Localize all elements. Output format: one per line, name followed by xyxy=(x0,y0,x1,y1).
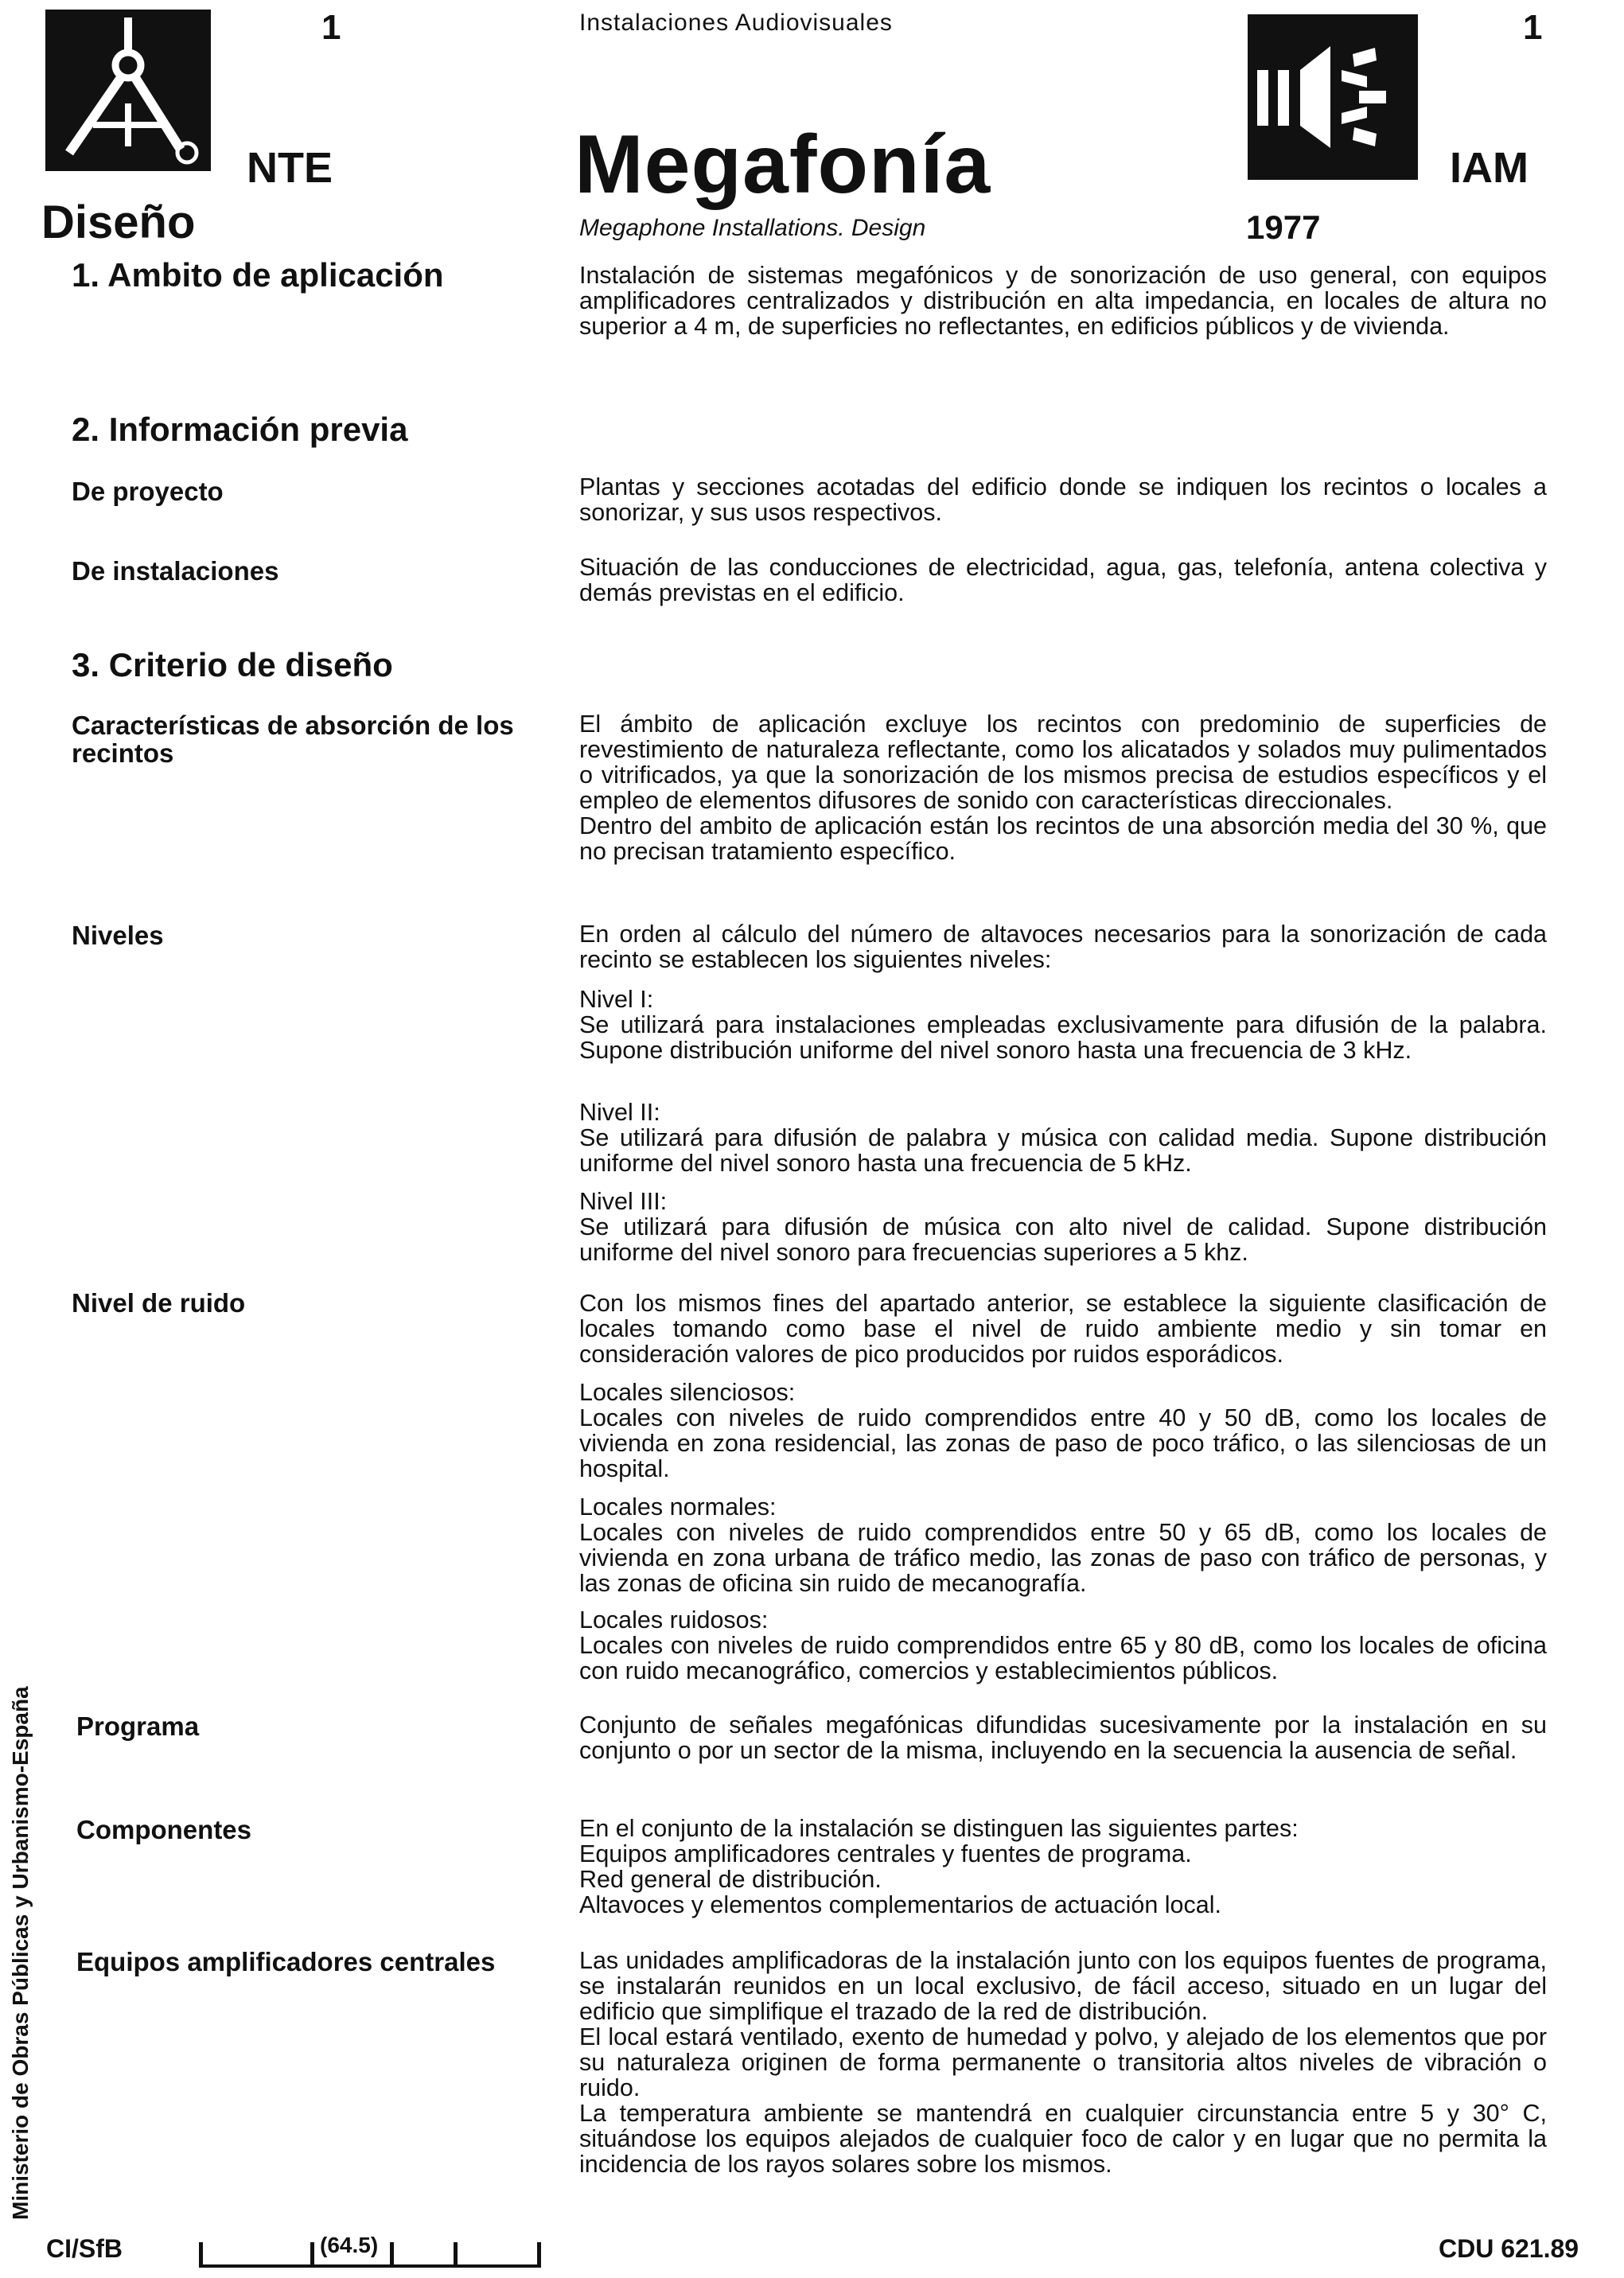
silenciosos-text: Locales con niveles de ruido comprendidos entre 40 y 50 dB, como los locales de vivienda en zona residencial, las zonas de paso de poco tráfico, o las silenciosas de un hospital. xyxy=(579,1404,1547,1482)
componentes-line-4: Altavoces y elementos complementarios de actuación local. xyxy=(579,1891,1221,1918)
programa-text: Conjunto de señales megafónicas difundidas sucesivamente por la instalación en su conjunto o por un sector de la misma, incluyendo en la secuencia la ausencia de señal. xyxy=(579,1711,1547,1764)
silenciosos-title: Locales silenciosos: xyxy=(579,1379,796,1406)
year: 1977 xyxy=(1246,208,1321,246)
niveles-label: Niveles xyxy=(72,921,164,950)
componentes-line-2: Equipos amplificadores centrales y fuentes de programa. xyxy=(579,1840,1192,1867)
cisfb-bracket xyxy=(199,2233,541,2269)
ministry-sidebar: Ministerio de Obras Públicas y Urbanismo-España xyxy=(8,1686,33,2220)
supra-title: Instalaciones Audiovisuales xyxy=(579,10,893,36)
absorcion-p1: El ámbito de aplicación excluye los recintos con predominio de superficies de revestimiento de naturaleza reflectante, como los alicatados y solados muy pulimentados o vitrificados, ya que la sonorización de los mismos precisa de estudios específicos y el empleo de elementos difusores de sonido con características direccionales. xyxy=(579,711,1547,814)
diseno-label: Diseño xyxy=(41,197,196,248)
section-1-text: Instalación de sistemas megafónicos y de sonorización de uso general, con equipos amplificadores centralizados y distribución en alta impedancia, en locales de altura no superior a 4 m, de superficies no reflectantes, en edificios públicos y de vivienda. xyxy=(579,262,1547,340)
equipos-p3: La temperatura ambiente se mantendrá en cualquier circunstancia entre 5 y 30° C, situándose los equipos alejados de cualquier foco de calor y en lugar que no permita la incidencia de los rayos solares sobre los mismos. xyxy=(579,2100,1547,2178)
speaker-icon xyxy=(1248,14,1418,180)
normales-text: Locales con niveles de ruido comprendidos entre 50 y 65 dB, como los locales de vivienda en zona urbana de tráfico medio, las zonas de paso con tráfico de personas, y las zonas de oficina sin ruido de mecanografía. xyxy=(579,1519,1547,1597)
equipos-p2: El local estará ventilado, exento de humedad y polvo, y alejado de los elementos que por su naturaleza originen de forma permanente o transitoria altos niveles de vibración o ruido. xyxy=(579,2023,1547,2101)
page-title: Megafonía xyxy=(574,119,991,211)
iam-code: IAM xyxy=(1450,144,1529,192)
cdu-code: CDU 621.89 xyxy=(1439,2234,1579,2263)
cisfb-code: (64.5) xyxy=(320,2233,379,2257)
nivel-1-title: Nivel I: xyxy=(579,986,654,1013)
ruidosos-title: Locales ruidosos: xyxy=(579,1606,769,1634)
absorcion-text xyxy=(579,711,1547,864)
compass-icon xyxy=(45,10,211,171)
instalaciones-text: Situación de las conducciones de electricidad, agua, gas, telefonía, antena colectiva y demás previstas en el edificio. xyxy=(579,554,1547,606)
locales-silenciosos xyxy=(579,1380,1547,1482)
normales-title: Locales normales: xyxy=(579,1493,777,1521)
nivel-2 xyxy=(579,1100,1547,1176)
ruido-label: Nivel de ruido xyxy=(72,1288,246,1318)
nivel-1 xyxy=(579,987,1547,1063)
ruidosos-text: Locales con niveles de ruido comprendidos entre 65 y 80 dB, como los locales de oficina con ruido mecanográfico, comercios y establecimientos públicos. xyxy=(579,1632,1547,1684)
locales-normales xyxy=(579,1494,1547,1596)
absorcion-label: Características de absorción de los recintos xyxy=(72,711,514,768)
bracket-tick-2 xyxy=(310,2242,314,2266)
equipos-text xyxy=(579,1948,1547,2177)
nivel-3-title: Nivel III: xyxy=(579,1188,668,1215)
ruido-intro: Con los mismos fines del apartado anterior, se establece la siguiente clasificación de locales tomando como base el nivel de ruido ambiente medio y sin tomar en consideración valores de pico producidos por ruidos esporádicos. xyxy=(579,1290,1547,1368)
componentes-label: Componentes xyxy=(76,1815,252,1844)
absorcion-p2: Dentro del ambito de aplicación están los recintos de una absorción media del 30 %, que no precisan tratamiento específico. xyxy=(579,812,1547,865)
bracket-tick-5 xyxy=(537,2242,541,2266)
nivel-1-text: Se utilizará para instalaciones empleadas exclusivamente para difusión de la palabra. Supone distribución uniforme del nivel sonoro hasta una frecuencia de 3 kHz. xyxy=(579,1011,1547,1064)
programa-label: Programa xyxy=(76,1711,200,1741)
nivel-2-title: Nivel II: xyxy=(579,1099,660,1126)
cisfb-label: CI/SfB xyxy=(46,2234,123,2263)
section-3-heading: 3. Criterio de diseño xyxy=(72,646,393,683)
section-2-heading: 2. Información previa xyxy=(72,411,408,448)
page-number-left: 1 xyxy=(321,8,341,47)
componentes-list xyxy=(579,1816,1547,1918)
proyecto-text: Plantas y secciones acotadas del edificio donde se indiquen los recintos o locales a sonorizar, y sus usos respectivos. xyxy=(579,473,1547,526)
bracket-tick-4 xyxy=(454,2242,458,2266)
componentes-line-3: Red general de distribución. xyxy=(579,1866,882,1893)
nivel-2-text: Se utilizará para difusión de palabra y música con calidad media. Supone distribución uniforme del nivel sonoro hasta una frecuencia de 5 kHz. xyxy=(579,1124,1547,1177)
locales-ruidosos xyxy=(579,1607,1547,1684)
nivel-3-text: Se utilizará para difusión de música con alto nivel de calidad. Supone distribución uniforme del nivel sonoro para frecuencias superiores a 5 khz. xyxy=(579,1213,1547,1266)
proyecto-label: De proyecto xyxy=(72,477,224,506)
section-1-heading: 1. Ambito de aplicación xyxy=(72,256,444,294)
equipos-p1: Las unidades amplificadoras de la instalación junto con los equipos fuentes de programa, se instalarán reunidos en un local exclusivo, de fácil acceso, situado en un lugar del edificio que simplifique el trazado de la red de distribución. xyxy=(579,1947,1547,2025)
niveles-intro: En orden al cálculo del número de altavoces necesarios para la sonorización de cada recinto se establecen los siguientes niveles: xyxy=(579,921,1547,973)
subtitle: Megaphone Installations. Design xyxy=(579,215,926,241)
bracket-tick-3 xyxy=(390,2242,394,2266)
bracket-tick-1 xyxy=(199,2242,203,2266)
iam-logo xyxy=(1248,14,1418,180)
equipos-label: Equipos amplificadores centrales xyxy=(76,1947,496,1976)
nivel-3 xyxy=(579,1189,1547,1265)
nte-logo xyxy=(45,10,211,171)
instalaciones-label: De instalaciones xyxy=(72,556,279,586)
nte-label: NTE xyxy=(247,144,333,192)
page-number-right: 1 xyxy=(1523,8,1543,47)
componentes-line-1: En el conjunto de la instalación se distinguen las siguientes partes: xyxy=(579,1815,1299,1842)
